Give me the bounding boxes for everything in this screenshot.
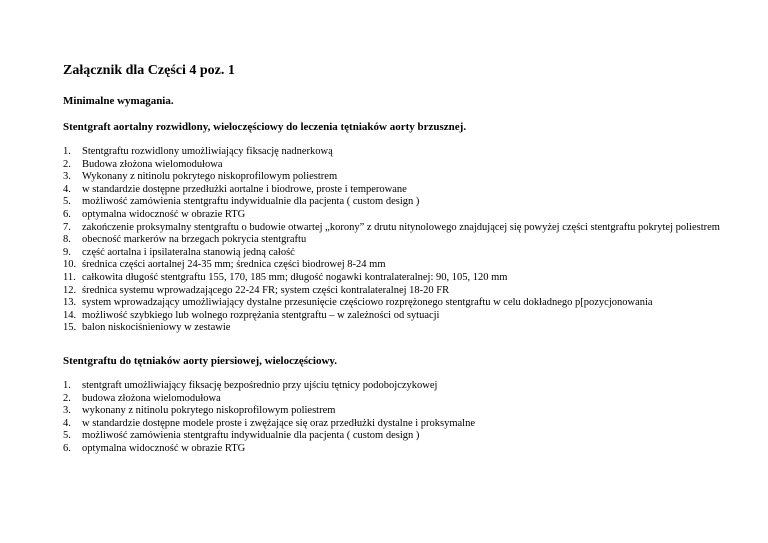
list-item-text: wykonany z nitinolu pokrytego niskoprofilowym poliestrem	[82, 405, 336, 417]
list-item-text: system wprowadzający umożliwiający dystalne przesunięcie częściowo rozprężonego stentgraftu w celu dokładnego p[pozycjonowania	[82, 297, 653, 309]
list-item-number: 5.	[63, 430, 71, 442]
list-item-text: obecność markerów na brzegach pokrycia stentgraftu	[82, 234, 307, 246]
list-item	[63, 430, 728, 443]
list-item-text: zakończenie proksymalny stentgraftu o budowie otwartej „korony” z drutu nitynolowego znajdującej się powyżej części stentgraftu pokrytej poliestrem	[82, 221, 720, 233]
document-subtitle: Minimalne wymagania.	[63, 95, 174, 107]
list-item	[63, 184, 728, 197]
list-item-number: 4.	[63, 183, 71, 195]
list-item-number: 5.	[63, 196, 71, 208]
list-item-number: 1.	[63, 380, 71, 391]
list-item-text: Stentgraftu rozwidlony umożliwiający fiksację nadnerkową	[82, 146, 333, 157]
list-item-number: 6.	[63, 208, 71, 220]
section-heading-abdominal: Stentgraft aortalny rozwidlony, wieloczęściowy do leczenia tętniaków aorty brzusznej.	[63, 121, 467, 133]
requirements-list-thoracic	[63, 380, 728, 456]
list-item	[63, 171, 728, 184]
section-heading-thoracic: Stentgraftu do tętniaków aorty piersiowej, wieloczęściowy.	[63, 355, 338, 367]
list-item-number: 8.	[63, 234, 71, 246]
list-item	[63, 222, 728, 235]
list-item-text: możliwość szybkiego lub wolnego rozprężania stentgraftu – w zależności od sytuacji	[82, 309, 440, 321]
list-item-number: 6.	[63, 442, 71, 454]
list-item-number: 3.	[63, 405, 71, 417]
list-item-text: w standardzie dostępne modele proste i zwężające się oraz przedłużki dystalne i proksymalne	[82, 417, 476, 429]
list-item-number: 14.	[63, 309, 77, 321]
list-item-number: 4.	[63, 417, 71, 429]
list-item-text: balon niskociśnieniowy w zestawie	[82, 322, 231, 334]
list-item-text: możliwość zamówienia stentgraftu indywidualnie dla pacjenta ( custom design )	[82, 430, 420, 442]
list-item-text: całkowita długość stentgraftu 155, 170, 185 mm; długość nogawki kontralateralnej: 90, 105, 120 mm	[82, 271, 508, 283]
list-item-text: średnica części aortalnej 24-35 mm; średnica części biodrowej 8-24 mm	[82, 259, 386, 271]
list-item-number: 10.	[63, 259, 77, 271]
list-item-text: optymalna widoczność w obrazie RTG	[82, 442, 246, 454]
list-item-text: Wykonany z nitinolu pokrytego niskoprofilowym poliestrem	[82, 171, 338, 183]
list-item-text: możliwość zamówienia stentgraftu indywidualnie dla pacjenta ( custom design )	[82, 196, 420, 208]
list-item	[63, 380, 728, 393]
requirements-list-abdominal	[63, 146, 728, 335]
list-item	[63, 234, 728, 247]
list-item-text: Budowa złożona wielomodułowa	[82, 158, 223, 170]
list-item	[63, 393, 728, 406]
list-item-number: 2.	[63, 158, 71, 170]
list-item	[63, 310, 728, 323]
list-item-number: 3.	[63, 171, 71, 183]
list-item-number: 1.	[63, 146, 71, 157]
document-title: Załącznik dla Części 4 poz. 1	[63, 63, 235, 78]
list-item	[63, 146, 728, 159]
list-item	[63, 272, 728, 285]
list-item	[63, 322, 728, 335]
list-item	[63, 159, 728, 172]
list-item-number: 12.	[63, 284, 77, 296]
list-item-number: 13.	[63, 297, 77, 309]
list-item	[63, 418, 728, 431]
list-item	[63, 297, 728, 310]
list-item	[63, 259, 728, 272]
list-item-text: w standardzie dostępne przedłużki aortalne i biodrowe, proste i temperowane	[82, 183, 407, 195]
list-item	[63, 247, 728, 260]
list-item-text: optymalna widoczność w obrazie RTG	[82, 208, 246, 220]
list-item	[63, 196, 728, 209]
list-item-number: 15.	[63, 322, 77, 334]
list-item	[63, 285, 728, 298]
list-item	[63, 443, 728, 456]
list-item-number: 7.	[63, 221, 71, 233]
list-item-text: budowa złożona wielomodułowa	[82, 392, 221, 404]
list-item-number: 2.	[63, 392, 71, 404]
list-item-text: część aortalna i ipsilateralna stanowią jedną całość	[82, 246, 295, 258]
list-item-number: 11.	[63, 271, 76, 283]
list-item-text: stentgraft umożliwiający fiksację bezpośrednio przy ujściu tętnicy podobojczykowej	[82, 380, 438, 391]
list-item	[63, 209, 728, 222]
list-item	[63, 405, 728, 418]
list-item-number: 9.	[63, 246, 71, 258]
list-item-text: średnica systemu wprowadzającego 22-24 FR; system części kontralateralnej 18-20 FR	[82, 284, 450, 296]
